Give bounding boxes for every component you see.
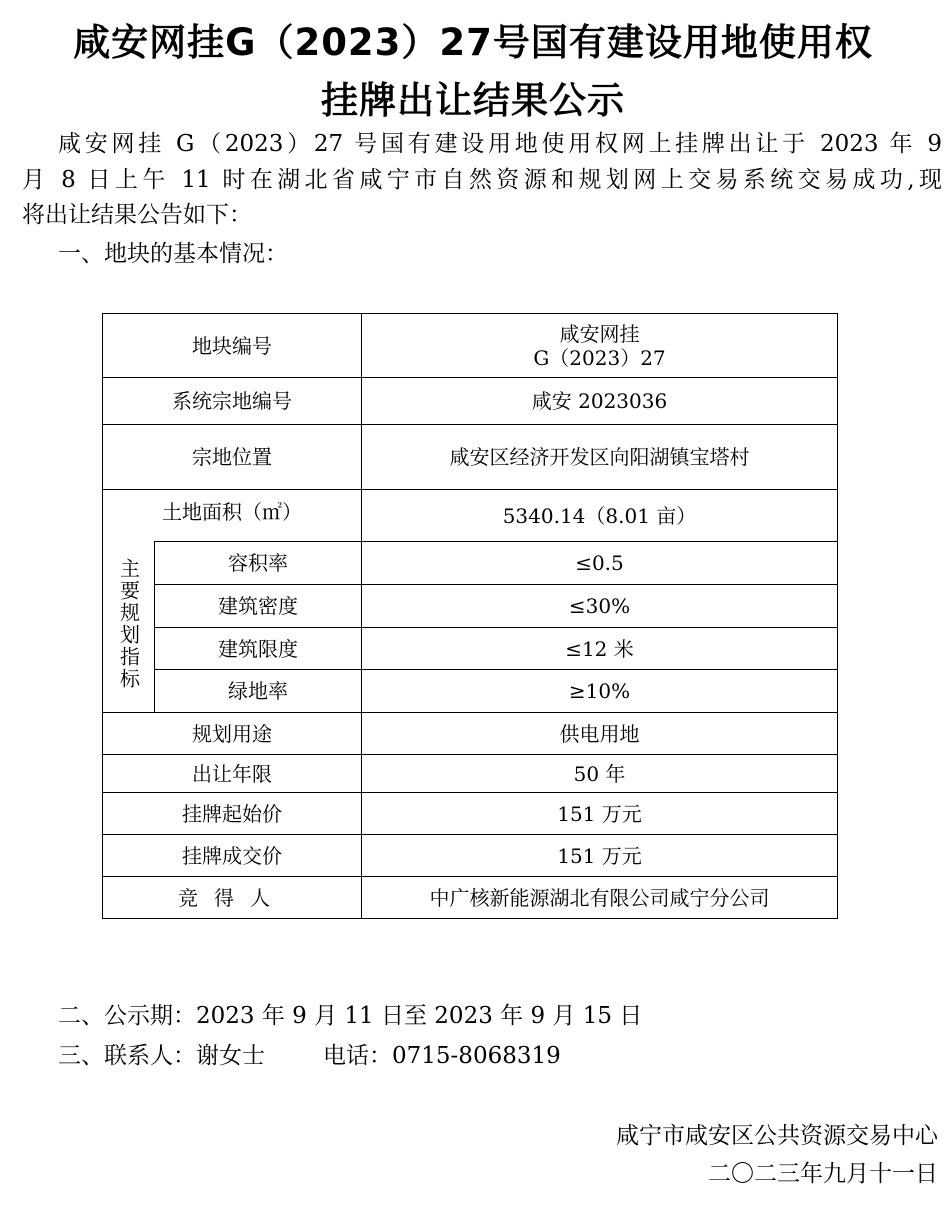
start-price-label: 挂牌起始价 [103, 793, 362, 835]
use-value: 供电用地 [362, 713, 838, 755]
start-price-value: 151 万元 [362, 793, 838, 835]
contact-person: 三、联系人：谢女士 [58, 1043, 265, 1069]
system-no-value: 咸安 2023036 [362, 378, 838, 425]
green-value: ≥10% [362, 670, 838, 713]
table-row [103, 755, 838, 793]
table-row [103, 877, 838, 919]
density-label: 建筑密度 [155, 585, 362, 628]
issue-date: 二〇二三年九月十一日 [708, 1161, 938, 1187]
intro-line-1: 咸安网挂 G（2023）27 号国有建设用地使用权网上挂牌出让于 2023 年 9 [58, 131, 942, 157]
area-label: 土地面积（㎡） [103, 490, 362, 542]
parcel-no-value [362, 314, 838, 378]
table-row [103, 425, 838, 490]
parcel-info-table [102, 313, 838, 919]
table-row [103, 542, 838, 585]
location-value: 咸安区经济开发区向阳湖镇宝塔村 [362, 425, 838, 490]
intro-line-3: 将出让结果公告如下： [22, 202, 252, 228]
table-row [103, 670, 838, 713]
parcel-no-value-line-2: G（2023）27 [533, 345, 666, 370]
contact-phone: 电话：0715-8068319 [323, 1043, 561, 1069]
green-label: 绿地率 [155, 670, 362, 713]
use-label: 规划用途 [103, 713, 362, 755]
intro-line-2: 月 8 日上午 11 时在湖北省咸宁市自然资源和规划网上交易系统交易成功,现 [22, 167, 942, 193]
section-1-heading: 一、地块的基本情况： [58, 241, 288, 267]
table-row [103, 490, 838, 542]
issuer: 咸宁市咸安区公共资源交易中心 [616, 1123, 938, 1149]
indicators-label-cell [103, 542, 155, 713]
height-label: 建筑限度 [155, 628, 362, 670]
far-value: ≤0.5 [362, 542, 838, 585]
final-price-label: 挂牌成交价 [103, 835, 362, 877]
title-line-2: 挂牌出让结果公示 [321, 79, 625, 122]
table-row [103, 793, 838, 835]
location-label: 宗地位置 [103, 425, 362, 490]
winner-value: 中广核新能源湖北有限公司咸宁分公司 [362, 877, 838, 919]
density-value: ≤30% [362, 585, 838, 628]
winner-label: 竞得人 [103, 877, 362, 919]
title-line-1: 咸安网挂G（2023）27号国有建设用地使用权 [73, 21, 873, 64]
final-price-value: 151 万元 [362, 835, 838, 877]
parcel-no-value-line-1: 咸安网挂 [559, 321, 640, 346]
table-row [103, 314, 838, 378]
contact-line [58, 1041, 561, 1071]
table-row [103, 835, 838, 877]
table-row [103, 713, 838, 755]
height-value: ≤12 米 [362, 628, 838, 670]
publicity-period: 二、公示期：2023 年 9 月 11 日至 2023 年 9 月 15 日 [58, 1003, 643, 1029]
area-value: 5340.14（8.01 亩） [362, 490, 838, 542]
table-row [103, 585, 838, 628]
far-label: 容积率 [155, 542, 362, 585]
term-value: 50 年 [362, 755, 838, 793]
system-no-label: 系统宗地编号 [103, 378, 362, 425]
indicators-label: 主要规划指标 [116, 558, 141, 691]
table-row [103, 378, 838, 425]
parcel-no-label: 地块编号 [103, 314, 362, 378]
term-label: 出让年限 [103, 755, 362, 793]
table-row [103, 628, 838, 670]
